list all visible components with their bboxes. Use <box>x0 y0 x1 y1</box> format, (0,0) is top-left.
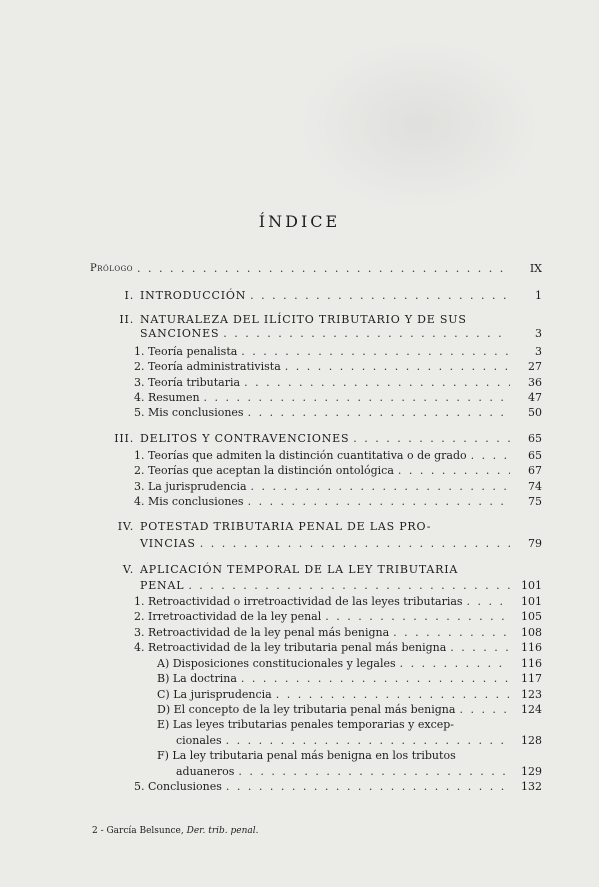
toc-label: 3. La jurisprudencia <box>134 480 247 493</box>
toc-entry-prologo <box>90 262 542 275</box>
toc-label: A) Disposiciones constitucionales y legales <box>157 657 396 670</box>
toc-page: IX <box>529 262 542 275</box>
leader-dots <box>137 262 510 275</box>
footer-signature: 2 - García Belsunce, <box>92 826 184 836</box>
toc-label: cionales <box>176 734 222 747</box>
toc-page: 47 <box>528 391 542 404</box>
toc-label: NATURALEZA DEL ILÍCITO TRIBUTARIO Y DE SUS <box>140 313 467 326</box>
toc-label: SANCIONES <box>140 327 220 340</box>
toc-page: 116 <box>521 657 542 670</box>
footer-title: Der. trib. penal. <box>186 826 259 836</box>
chapter-number: II. <box>119 313 134 326</box>
toc-page: 123 <box>521 688 542 701</box>
leader-dots <box>400 657 510 670</box>
toc-entry-ch1 <box>90 289 542 302</box>
toc-label: 4. Resumen <box>134 391 200 404</box>
toc-subentry <box>134 391 542 404</box>
toc-label: C) La jurisprudencia <box>157 688 272 701</box>
toc-label: 1. Retroactividad o irretroactividad de las leyes tributarias <box>134 595 463 608</box>
toc-page: 65 <box>528 449 542 462</box>
toc-label: APLICACIÓN TEMPORAL DE LA LEY TRIBUTARIA <box>140 563 459 576</box>
toc-page: 3 <box>535 327 542 340</box>
toc-subentry <box>134 345 542 358</box>
leader-dots <box>241 672 510 685</box>
toc-label: Prólogo <box>90 263 133 274</box>
leader-dots <box>471 449 510 462</box>
toc-subentry <box>134 610 542 623</box>
leader-dots <box>459 703 510 716</box>
toc-page: 116 <box>521 641 542 654</box>
toc-page: 3 <box>535 345 542 358</box>
toc-subsubentry <box>176 765 542 778</box>
toc-subentry <box>134 376 542 389</box>
chapter-number: III. <box>114 432 134 445</box>
toc-label: POTESTAD TRIBUTARIA PENAL DE LAS PRO- <box>140 520 432 533</box>
toc-subsubentry-line1: F) La ley tributaria penal más benigna en los tributos <box>157 749 456 762</box>
toc-page: 50 <box>528 406 542 419</box>
toc-subsubentry-line1: E) Las leyes tributarias penales temporarias y excep- <box>157 718 455 731</box>
toc-label: VINCIAS <box>140 537 196 550</box>
toc-page: 65 <box>528 432 542 445</box>
toc-label: 4. Retroactividad de la ley tributaria penal más benigna <box>134 641 447 654</box>
toc-entry-ch5-line1 <box>90 563 458 576</box>
toc-label: 2. Teoría administrativista <box>134 360 281 373</box>
page-title: ÍNDICE <box>258 212 341 231</box>
chapter-number: IV. <box>117 520 134 533</box>
page-footer <box>92 826 258 836</box>
toc-subentry <box>134 406 542 419</box>
leader-dots <box>276 688 510 701</box>
toc-label: 2. Irretroactividad de la ley penal <box>134 610 322 623</box>
leader-dots <box>353 432 510 445</box>
toc-label: 3. Teoría tributaria <box>134 376 241 389</box>
toc-entry-ch2-line1 <box>90 313 467 326</box>
leader-dots <box>188 579 510 592</box>
toc-subsubentry <box>157 703 542 716</box>
toc-subentry <box>134 595 542 608</box>
toc-subsubentry <box>157 688 542 701</box>
toc-subentry <box>134 495 542 508</box>
leader-dots <box>393 626 510 639</box>
toc-subentry <box>134 641 542 654</box>
toc-label: D) El concepto de la ley tributaria penal más benigna <box>157 703 456 716</box>
toc-label: 2. Teorías que aceptan la distinción ontológica <box>134 464 394 477</box>
toc-page: 108 <box>521 626 542 639</box>
leader-dots <box>244 376 510 389</box>
toc-subentry <box>134 360 542 373</box>
toc-label: 4. Mis conclusiones <box>134 495 244 508</box>
toc-page: 128 <box>521 734 542 747</box>
toc-page: 36 <box>528 376 542 389</box>
leader-dots <box>248 495 510 508</box>
toc-page: 79 <box>528 537 542 550</box>
bleed-through-shadow <box>300 40 540 210</box>
toc-subentry <box>134 464 542 477</box>
leader-dots <box>226 780 510 793</box>
toc-label: 1. Teorías que admiten la distinción cuantitativa o de grado <box>134 449 467 462</box>
toc-page: 124 <box>521 703 542 716</box>
leader-dots <box>398 464 510 477</box>
toc-page: 67 <box>528 464 542 477</box>
toc-page: 101 <box>521 579 542 592</box>
toc-label: 5. Mis conclusiones <box>134 406 244 419</box>
leader-dots <box>251 480 510 493</box>
chapter-number: I. <box>124 289 134 302</box>
toc-label: aduaneros <box>176 765 235 778</box>
leader-dots <box>250 289 510 302</box>
toc-subentry <box>134 480 542 493</box>
toc-subentry <box>134 780 542 793</box>
toc-label: 3. Retroactividad de la ley penal más benigna <box>134 626 390 639</box>
toc-subsubentry <box>157 672 542 685</box>
toc-page: 129 <box>521 765 542 778</box>
leader-dots <box>450 641 510 654</box>
leader-dots <box>226 734 510 747</box>
leader-dots <box>238 765 510 778</box>
chapter-number: V. <box>122 563 134 576</box>
toc-entry-ch4-line1 <box>90 520 431 533</box>
toc-label: PENAL <box>140 579 185 592</box>
toc-subsubentry <box>176 734 542 747</box>
toc-page: 105 <box>521 610 542 623</box>
leader-dots <box>204 391 510 404</box>
toc-page: 132 <box>521 780 542 793</box>
toc-entry-ch4 <box>140 537 542 550</box>
toc-page: 1 <box>535 289 542 302</box>
leader-dots <box>241 345 510 358</box>
toc-page: 101 <box>521 595 542 608</box>
toc-entry-ch2 <box>140 327 542 340</box>
toc-label: INTRODUCCIÓN <box>140 289 247 302</box>
leader-dots <box>223 327 510 340</box>
leader-dots <box>467 595 510 608</box>
toc-label: 1. Teoría penalista <box>134 345 238 358</box>
toc-subsubentry <box>157 657 542 670</box>
leader-dots <box>325 610 510 623</box>
toc-page: 117 <box>521 672 542 685</box>
toc-subentry <box>134 449 542 462</box>
leader-dots <box>248 406 510 419</box>
leader-dots <box>200 537 510 550</box>
toc-label: DELITOS Y CONTRAVENCIONES <box>140 432 350 445</box>
toc-page: 27 <box>528 360 542 373</box>
toc-entry-ch5 <box>140 579 542 592</box>
toc-label: B) La doctrina <box>157 672 237 685</box>
leader-dots <box>285 360 510 373</box>
toc-page: 75 <box>528 495 542 508</box>
toc-label: 5. Conclusiones <box>134 780 222 793</box>
toc-page: 74 <box>528 480 542 493</box>
toc-entry-ch3 <box>90 432 542 445</box>
toc-subentry <box>134 626 542 639</box>
